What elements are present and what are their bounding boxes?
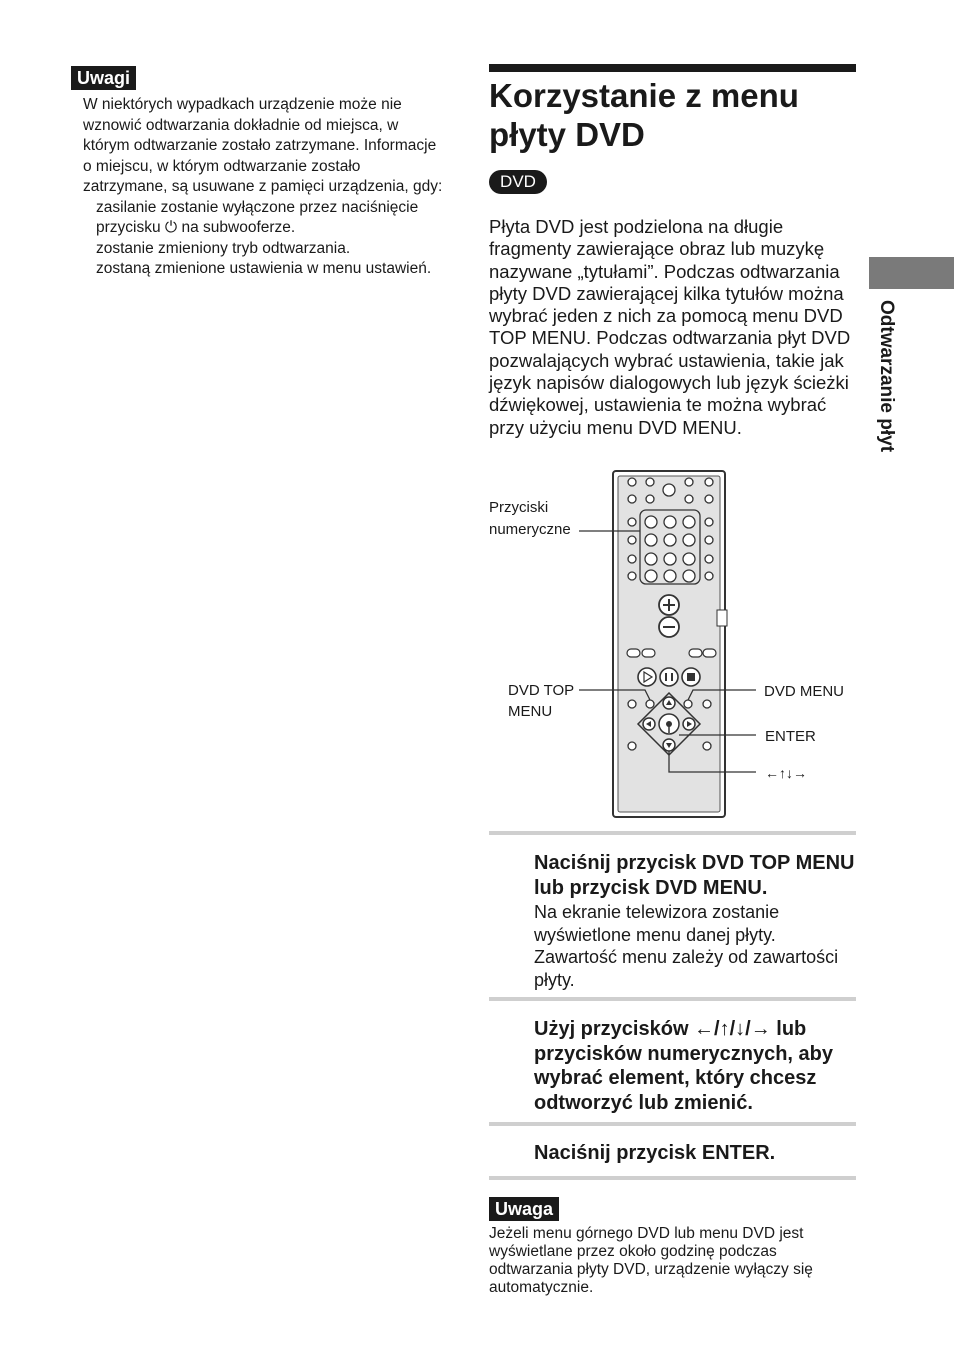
- notes-item: zasilanie zostanie wyłączone przez naciśnięcie przycisku ⏻ na subwooferze.: [96, 198, 419, 236]
- side-tab-label: Odtwarzanie płyt: [876, 300, 897, 453]
- step-2-heading: Użyj przycisków ←/↑/↓/→ lub przycisków numerycznych, aby wybrać element, który chcesz odtworzyć lub zmienić.: [534, 1018, 834, 1114]
- label-dvd-top-menu: DVD TOP: [508, 682, 575, 699]
- label-dvd-menu: DVD MENU: [764, 683, 845, 700]
- step-divider: [489, 997, 856, 1001]
- remote-illustration: [489, 468, 854, 825]
- label-dvd-top-menu-2: MENU: [508, 703, 553, 720]
- step-divider: [489, 1176, 856, 1180]
- notes-item: zostaną zmienione ustawienia w menu ustawień.: [96, 260, 432, 277]
- step-3-heading: Naciśnij przycisk ENTER.: [534, 1142, 776, 1164]
- step-divider: [489, 831, 856, 835]
- label-enter: ENTER: [765, 728, 816, 745]
- step-divider: [489, 1122, 856, 1126]
- dvd-badge: DVD: [489, 170, 547, 194]
- label-numeric-buttons-2: numeryczne: [489, 521, 571, 538]
- notes-item: zostanie zmieniony tryb odtwarzania.: [96, 239, 351, 257]
- note-tag: Uwaga: [489, 1197, 559, 1221]
- step-1-heading: Naciśnij przycisk DVD TOP MENU lub przycisk DVD MENU.: [534, 852, 855, 899]
- intro-text: Płyta DVD jest podzielona na długie fragmenty zawierające obraz lub muzykę nazywane „tytułami”. Podczas odtwarzania płyty DVD zawierającej kilka tytułów można wybrać jeden z nich za pomocą menu DVD TOP MENU. Podczas odtwarzania płyt DVD pozwalających wybrać ustawienia, takie jak język napisów dialogowych lub język ścieżki dźwiękowej, ustawienia te można wybrać przy użyciu menu DVD MENU.: [489, 216, 851, 438]
- notes-tag: Uwagi: [71, 66, 136, 90]
- note-text: Jeżeli menu górnego DVD lub menu DVD jest wyświetlane przez około godzinę podczas odtwarzania płyty DVD, urządzenie wyłączy się automatycznie.: [489, 1225, 813, 1296]
- label-arrows: ←↑↓→: [765, 765, 807, 781]
- section-top-bar: [489, 64, 856, 72]
- notes-paragraph: W niektórych wypadkach urządzenie może nie wznowić odtwarzania dokładnie od miejsca, w którym odtwarzanie zostało zatrzymane. Informacje o miejscu, w którym odtwarzanie zostało zatrzymane, są usuwane z pamięci urządzenia, gdy:: [83, 96, 443, 195]
- step-1-text: Na ekranie telewizora zostanie wyświetlone menu danej płyty. Zawartość menu zależy od zawartości płyty.: [534, 902, 839, 990]
- notes-left: [83, 95, 448, 280]
- section-title: Korzystanie z menu płyty DVD: [489, 77, 799, 153]
- label-numeric-buttons: Przyciski: [489, 499, 549, 516]
- side-tab-marker: [869, 257, 954, 289]
